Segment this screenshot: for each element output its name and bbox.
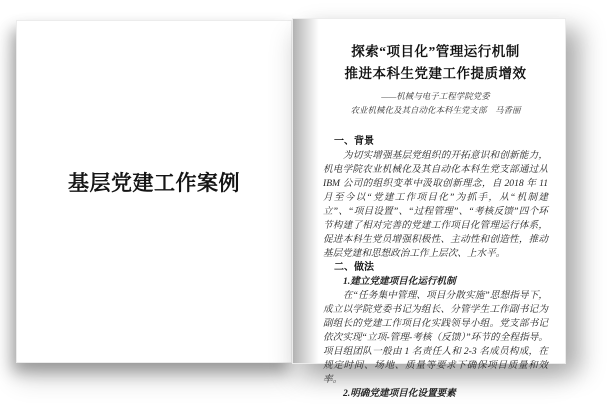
byline-committee: ——机械与电子工程学院党委 [381, 91, 490, 101]
section-heading-methods: 二、做法 [334, 262, 374, 273]
subheading-elements: 2.明确党建项目化设置要素 [343, 388, 456, 399]
subheading-mechanism: 1.建立党建项目化运行机制 [343, 276, 456, 287]
cover-title: 基层党建工作案例 [68, 171, 240, 195]
byline-branch-author: 农业机械化及其自动化本科生党支部 马香丽 [350, 105, 521, 115]
cover-page [16, 20, 292, 363]
document-title-line1: 探索“项目化”管理运行机制 [351, 44, 520, 59]
paragraph-background: 为切实增强基层党组织的开拓意识和创新能力，机电学院农业机械化及其自动化本科生党支部通过从 IBM 公司的组织变革中汲取创新理念，自 2018 年 11 月至今以“党建工作项目化”为抓手，从“机制建立”、“项目设置”、“过程管理”、“考核反馈”四个环节构建了相对完善的党建工作项目化管理运行体系，促进本科生党员增强积极性、主动性和创造性，推动基层党建和思想政治工作上层次、上水平。 [323, 150, 548, 259]
content-page [292, 18, 566, 399]
document-title-line2: 推进本科生党建工作提质增效 [344, 66, 527, 81]
paragraph-mechanism: 在“任务集中管理、项目分散实施”思想指导下，成立以学院党委书记为组长、分管学生工作副书记为副组长的党建工作项目化实践领导小组。党支部书记依次实现“立项-管理-考核（反馈）”环节的全程指导。项目组团队一般由 1 名责任人和 2-3 名成员构成，在规定时间、场地、质量等要求下确保项目质量和效率。 [323, 290, 548, 385]
content-page-body [323, 41, 548, 401]
page-seam-shadow [293, 19, 319, 363]
section-heading-background: 一、背景 [334, 136, 374, 147]
